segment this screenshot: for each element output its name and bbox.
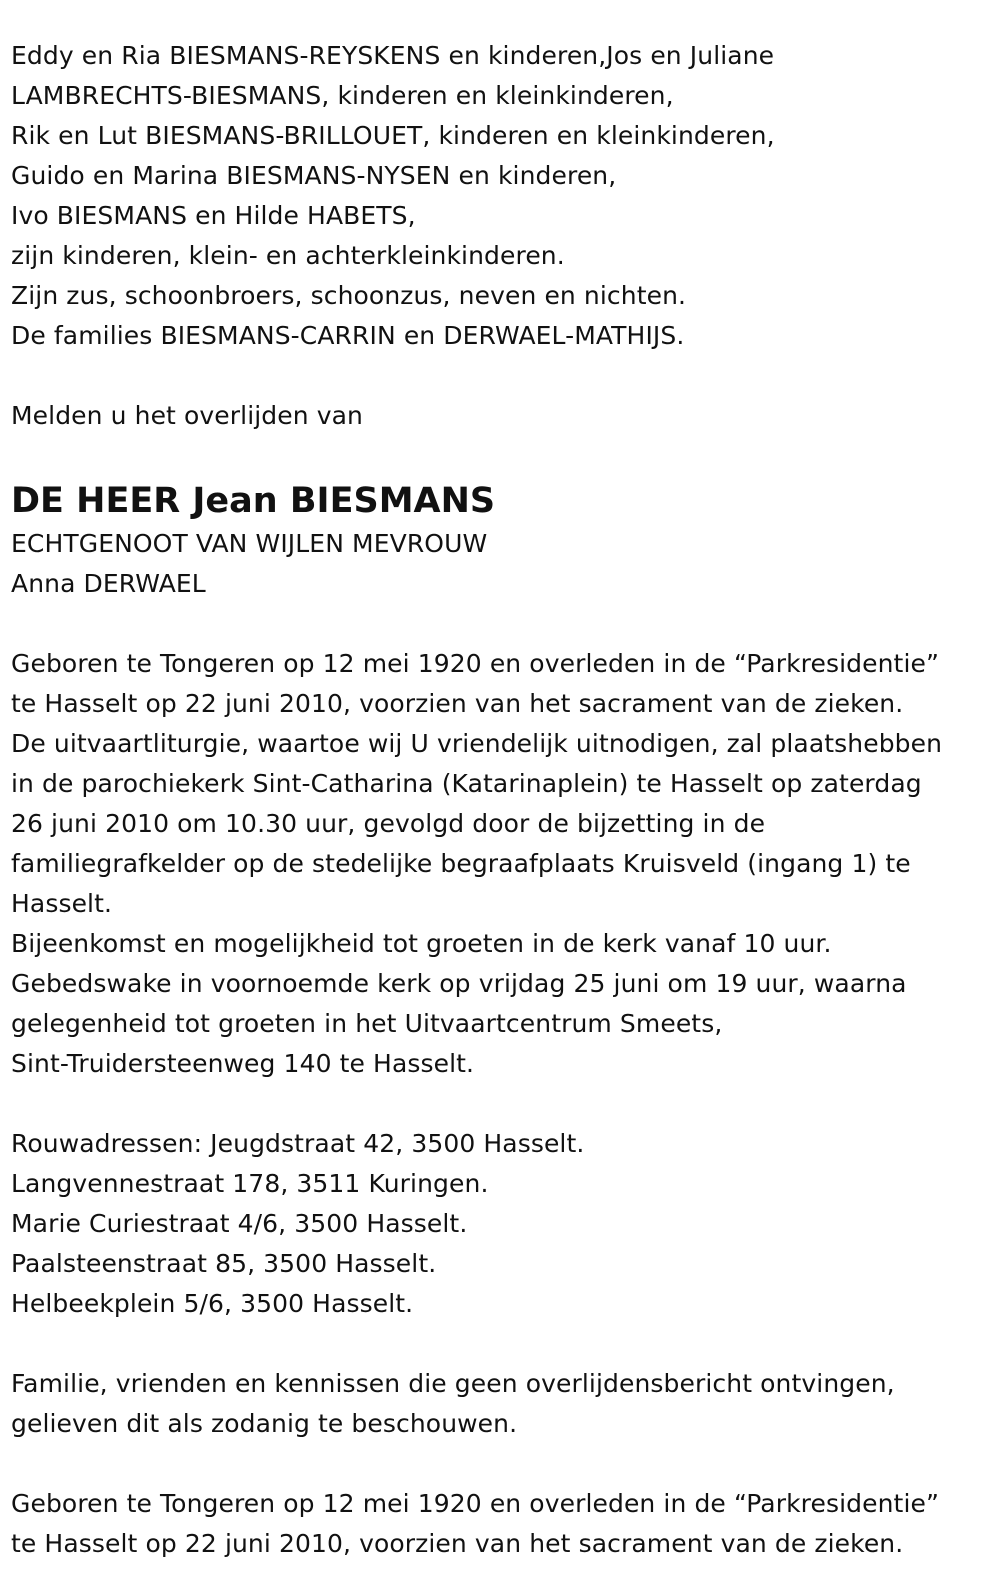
family-line: De families BIESMANS-CARRIN en DERWAEL-MATHIJS. <box>11 321 685 350</box>
address-line: Paalsteenstraat 85, 3500 Hasselt. <box>11 1249 437 1278</box>
obituary-document <box>11 36 992 1564</box>
family-line: Zijn zus, schoonbroers, schoonzus, neven en nichten. <box>11 281 687 310</box>
address-line: Marie Curiestraat 4/6, 3500 Hasselt. <box>11 1209 468 1238</box>
family-line: Ivo BIESMANS en Hilde HABETS, <box>11 201 416 230</box>
deceased-section <box>11 476 992 604</box>
details-line: familiegrafkelder op de stedelijke begraafplaats Kruisveld (ingang 1) te <box>11 849 911 878</box>
details-line: te Hasselt op 22 juni 2010, voorzien van het sacrament van de zieken. <box>11 689 904 718</box>
details-line: Sint-Truidersteenweg 140 te Hasselt. <box>11 1049 475 1078</box>
repeat-section <box>11 1484 992 1564</box>
family-line: LAMBRECHTS-BIESMANS, kinderen en kleinkinderen, <box>11 81 674 110</box>
address-line: Helbeekplein 5/6, 3500 Hasselt. <box>11 1289 414 1318</box>
details-line: gelegenheid tot groeten in het Uitvaartcentrum Smeets, <box>11 1009 723 1038</box>
address-line: Langvennestraat 178, 3511 Kuringen. <box>11 1169 489 1198</box>
spacer <box>11 1084 992 1124</box>
spacer <box>11 604 992 644</box>
family-line: Rik en Lut BIESMANS-BRILLOUET, kinderen en kleinkinderen, <box>11 121 775 150</box>
repeat-line: Geboren te Tongeren op 12 mei 1920 en overleden in de “Parkresidentie” <box>11 1489 940 1518</box>
family-line: Eddy en Ria BIESMANS-REYSKENS en kinderen,Jos en Juliane <box>11 41 775 70</box>
family-line: Guido en Marina BIESMANS-NYSEN en kinderen, <box>11 161 617 190</box>
details-line: Geboren te Tongeren op 12 mei 1920 en overleden in de “Parkresidentie” <box>11 649 940 678</box>
family-line: zijn kinderen, klein- en achterkleinkinderen. <box>11 241 565 270</box>
spouse-name: Anna DERWAEL <box>11 569 206 598</box>
notice-line: Familie, vrienden en kennissen die geen overlijdensbericht ontvingen, <box>11 1369 895 1398</box>
details-line: 26 juni 2010 om 10.30 uur, gevolgd door de bijzetting in de <box>11 809 766 838</box>
spouse-line: ECHTGENOOT VAN WIJLEN MEVROUW <box>11 529 488 558</box>
family-section <box>11 36 992 356</box>
spacer <box>11 1324 992 1364</box>
notice-section <box>11 1364 992 1444</box>
spacer <box>11 436 992 476</box>
details-line: in de parochiekerk Sint-Catharina (Katarinaplein) te Hasselt op zaterdag <box>11 769 922 798</box>
details-line: Gebedswake in voornoemde kerk op vrijdag 25 juni om 19 uur, waarna <box>11 969 907 998</box>
announcement-text: Melden u het overlijden van <box>11 401 363 430</box>
spacer <box>11 356 992 396</box>
repeat-line: te Hasselt op 22 juni 2010, voorzien van het sacrament van de zieken. <box>11 1529 904 1558</box>
address-line: Rouwadressen: Jeugdstraat 42, 3500 Hasselt. <box>11 1129 585 1158</box>
notice-line: gelieven dit als zodanig te beschouwen. <box>11 1409 518 1438</box>
details-section <box>11 644 992 1084</box>
details-line: De uitvaartliturgie, waartoe wij U vriendelijk uitnodigen, zal plaatshebben <box>11 729 943 758</box>
details-line: Hasselt. <box>11 889 113 918</box>
deceased-name: DE HEER Jean BIESMANS <box>11 481 496 521</box>
address-section <box>11 1124 992 1324</box>
spacer <box>11 1444 992 1484</box>
details-line: Bijeenkomst en mogelijkheid tot groeten in de kerk vanaf 10 uur. <box>11 929 832 958</box>
